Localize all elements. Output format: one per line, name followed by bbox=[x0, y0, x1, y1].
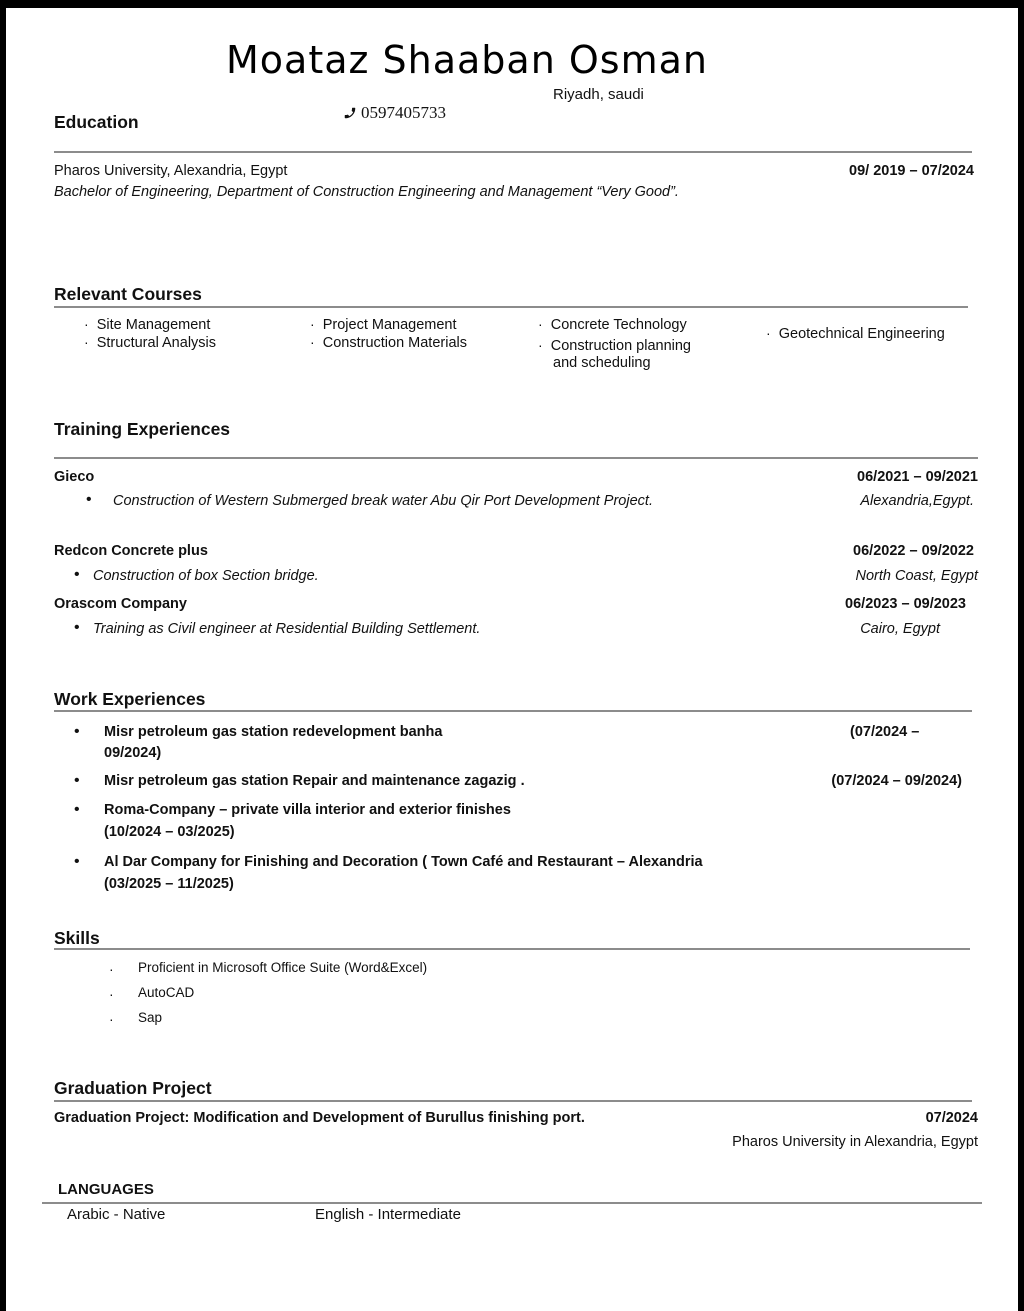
bullet: · bbox=[109, 961, 114, 977]
bullet: • bbox=[74, 619, 80, 636]
bullet: • bbox=[74, 801, 80, 818]
work-item-dates: (07/2024 – 09/2024) bbox=[831, 773, 962, 789]
resume-page bbox=[6, 8, 1018, 1311]
bullet: • bbox=[86, 491, 92, 508]
phone-icon bbox=[343, 106, 357, 120]
work-item-title: Misr petroleum gas station Repair and maintenance zagazig . bbox=[104, 773, 525, 789]
graduation-institution: Pharos University in Alexandria, Egypt bbox=[732, 1134, 978, 1150]
education-institution: Pharos University, Alexandria, Egypt bbox=[54, 163, 288, 179]
section-title-languages: LANGUAGES bbox=[58, 1181, 154, 1198]
course-item: · Construction Materials bbox=[310, 334, 467, 351]
phone-number: 0597405733 bbox=[361, 103, 446, 122]
section-title-work: Work Experiences bbox=[54, 689, 206, 709]
bullet: · bbox=[109, 986, 114, 1002]
training-location: North Coast, Egypt bbox=[855, 568, 978, 584]
bullet: • bbox=[74, 723, 80, 740]
work-item-dates: (03/2025 – 11/2025) bbox=[104, 876, 234, 892]
section-title-training: Training Experiences bbox=[54, 419, 231, 439]
bullet: · bbox=[109, 1011, 114, 1027]
work-item-title: Misr petroleum gas station redevelopment banha bbox=[104, 724, 443, 740]
work-item-title: Al Dar Company for Finishing and Decoration ( Town Café and Restaurant – Alexandria bbox=[104, 854, 703, 870]
divider bbox=[54, 306, 968, 308]
training-company: Redcon Concrete plus bbox=[54, 543, 208, 559]
phone-contact bbox=[343, 103, 446, 123]
work-item-dates: 09/2024) bbox=[104, 745, 162, 761]
bullet: • bbox=[74, 853, 80, 870]
training-dates: 06/2021 – 09/2021 bbox=[857, 469, 978, 485]
skill-item: Proficient in Microsoft Office Suite (Word&Excel) bbox=[138, 960, 428, 975]
section-title-skills: Skills bbox=[54, 928, 100, 948]
training-description: Training as Civil engineer at Residential Building Settlement. bbox=[93, 621, 481, 637]
graduation-date: 07/2024 bbox=[925, 1110, 978, 1126]
section-title-graduation: Graduation Project bbox=[54, 1078, 212, 1098]
training-location: Cairo, Egypt bbox=[860, 621, 940, 637]
language-item: Arabic - Native bbox=[67, 1206, 166, 1223]
training-location: Alexandria,Egypt. bbox=[860, 493, 974, 509]
course-item: · Geotechnical Engineering bbox=[766, 325, 945, 342]
education-degree: Bachelor of Engineering, Department of Construction Engineering and Management “Very Good”. bbox=[54, 184, 679, 200]
bullet: • bbox=[74, 566, 80, 583]
divider bbox=[54, 151, 972, 153]
course-item: · Structural Analysis bbox=[84, 334, 217, 351]
bullet: • bbox=[74, 772, 80, 789]
divider bbox=[54, 1100, 972, 1102]
course-item: · Construction planning bbox=[538, 337, 691, 354]
divider bbox=[54, 710, 972, 712]
work-item-title: Roma-Company – private villa interior and exterior finishes bbox=[104, 802, 511, 818]
location: Riyadh, saudi bbox=[553, 86, 644, 103]
skill-item: AutoCAD bbox=[138, 985, 195, 1000]
training-dates: 06/2023 – 09/2023 bbox=[845, 596, 966, 612]
language-item: English - Intermediate bbox=[315, 1206, 461, 1223]
training-description: Construction of Western Submerged break water Abu Qir Port Development Project. bbox=[113, 493, 653, 509]
divider bbox=[42, 1202, 982, 1204]
course-item-continued: and scheduling bbox=[553, 355, 651, 371]
graduation-project-title: Graduation Project: Modification and Development of Burullus finishing port. bbox=[54, 1110, 585, 1126]
training-company: Orascom Company bbox=[54, 596, 187, 612]
education-dates: 09/ 2019 – 07/2024 bbox=[849, 163, 974, 179]
course-item: · Project Management bbox=[310, 316, 457, 333]
training-description: Construction of box Section bridge. bbox=[93, 568, 319, 584]
skill-item: Sap bbox=[138, 1010, 163, 1025]
work-item-dates: (07/2024 – bbox=[850, 724, 920, 740]
training-dates: 06/2022 – 09/2022 bbox=[853, 543, 974, 559]
candidate-name: Moataz Shaaban Osman bbox=[226, 38, 708, 82]
course-item: · Site Management bbox=[84, 316, 211, 333]
work-item-dates: (10/2024 – 03/2025) bbox=[104, 824, 235, 840]
section-title-courses: Relevant Courses bbox=[54, 284, 202, 304]
training-company: Gieco bbox=[54, 469, 95, 485]
section-title-education: Education bbox=[54, 112, 139, 132]
divider bbox=[54, 457, 978, 459]
divider bbox=[54, 948, 970, 950]
course-item: · Concrete Technology bbox=[538, 316, 687, 333]
